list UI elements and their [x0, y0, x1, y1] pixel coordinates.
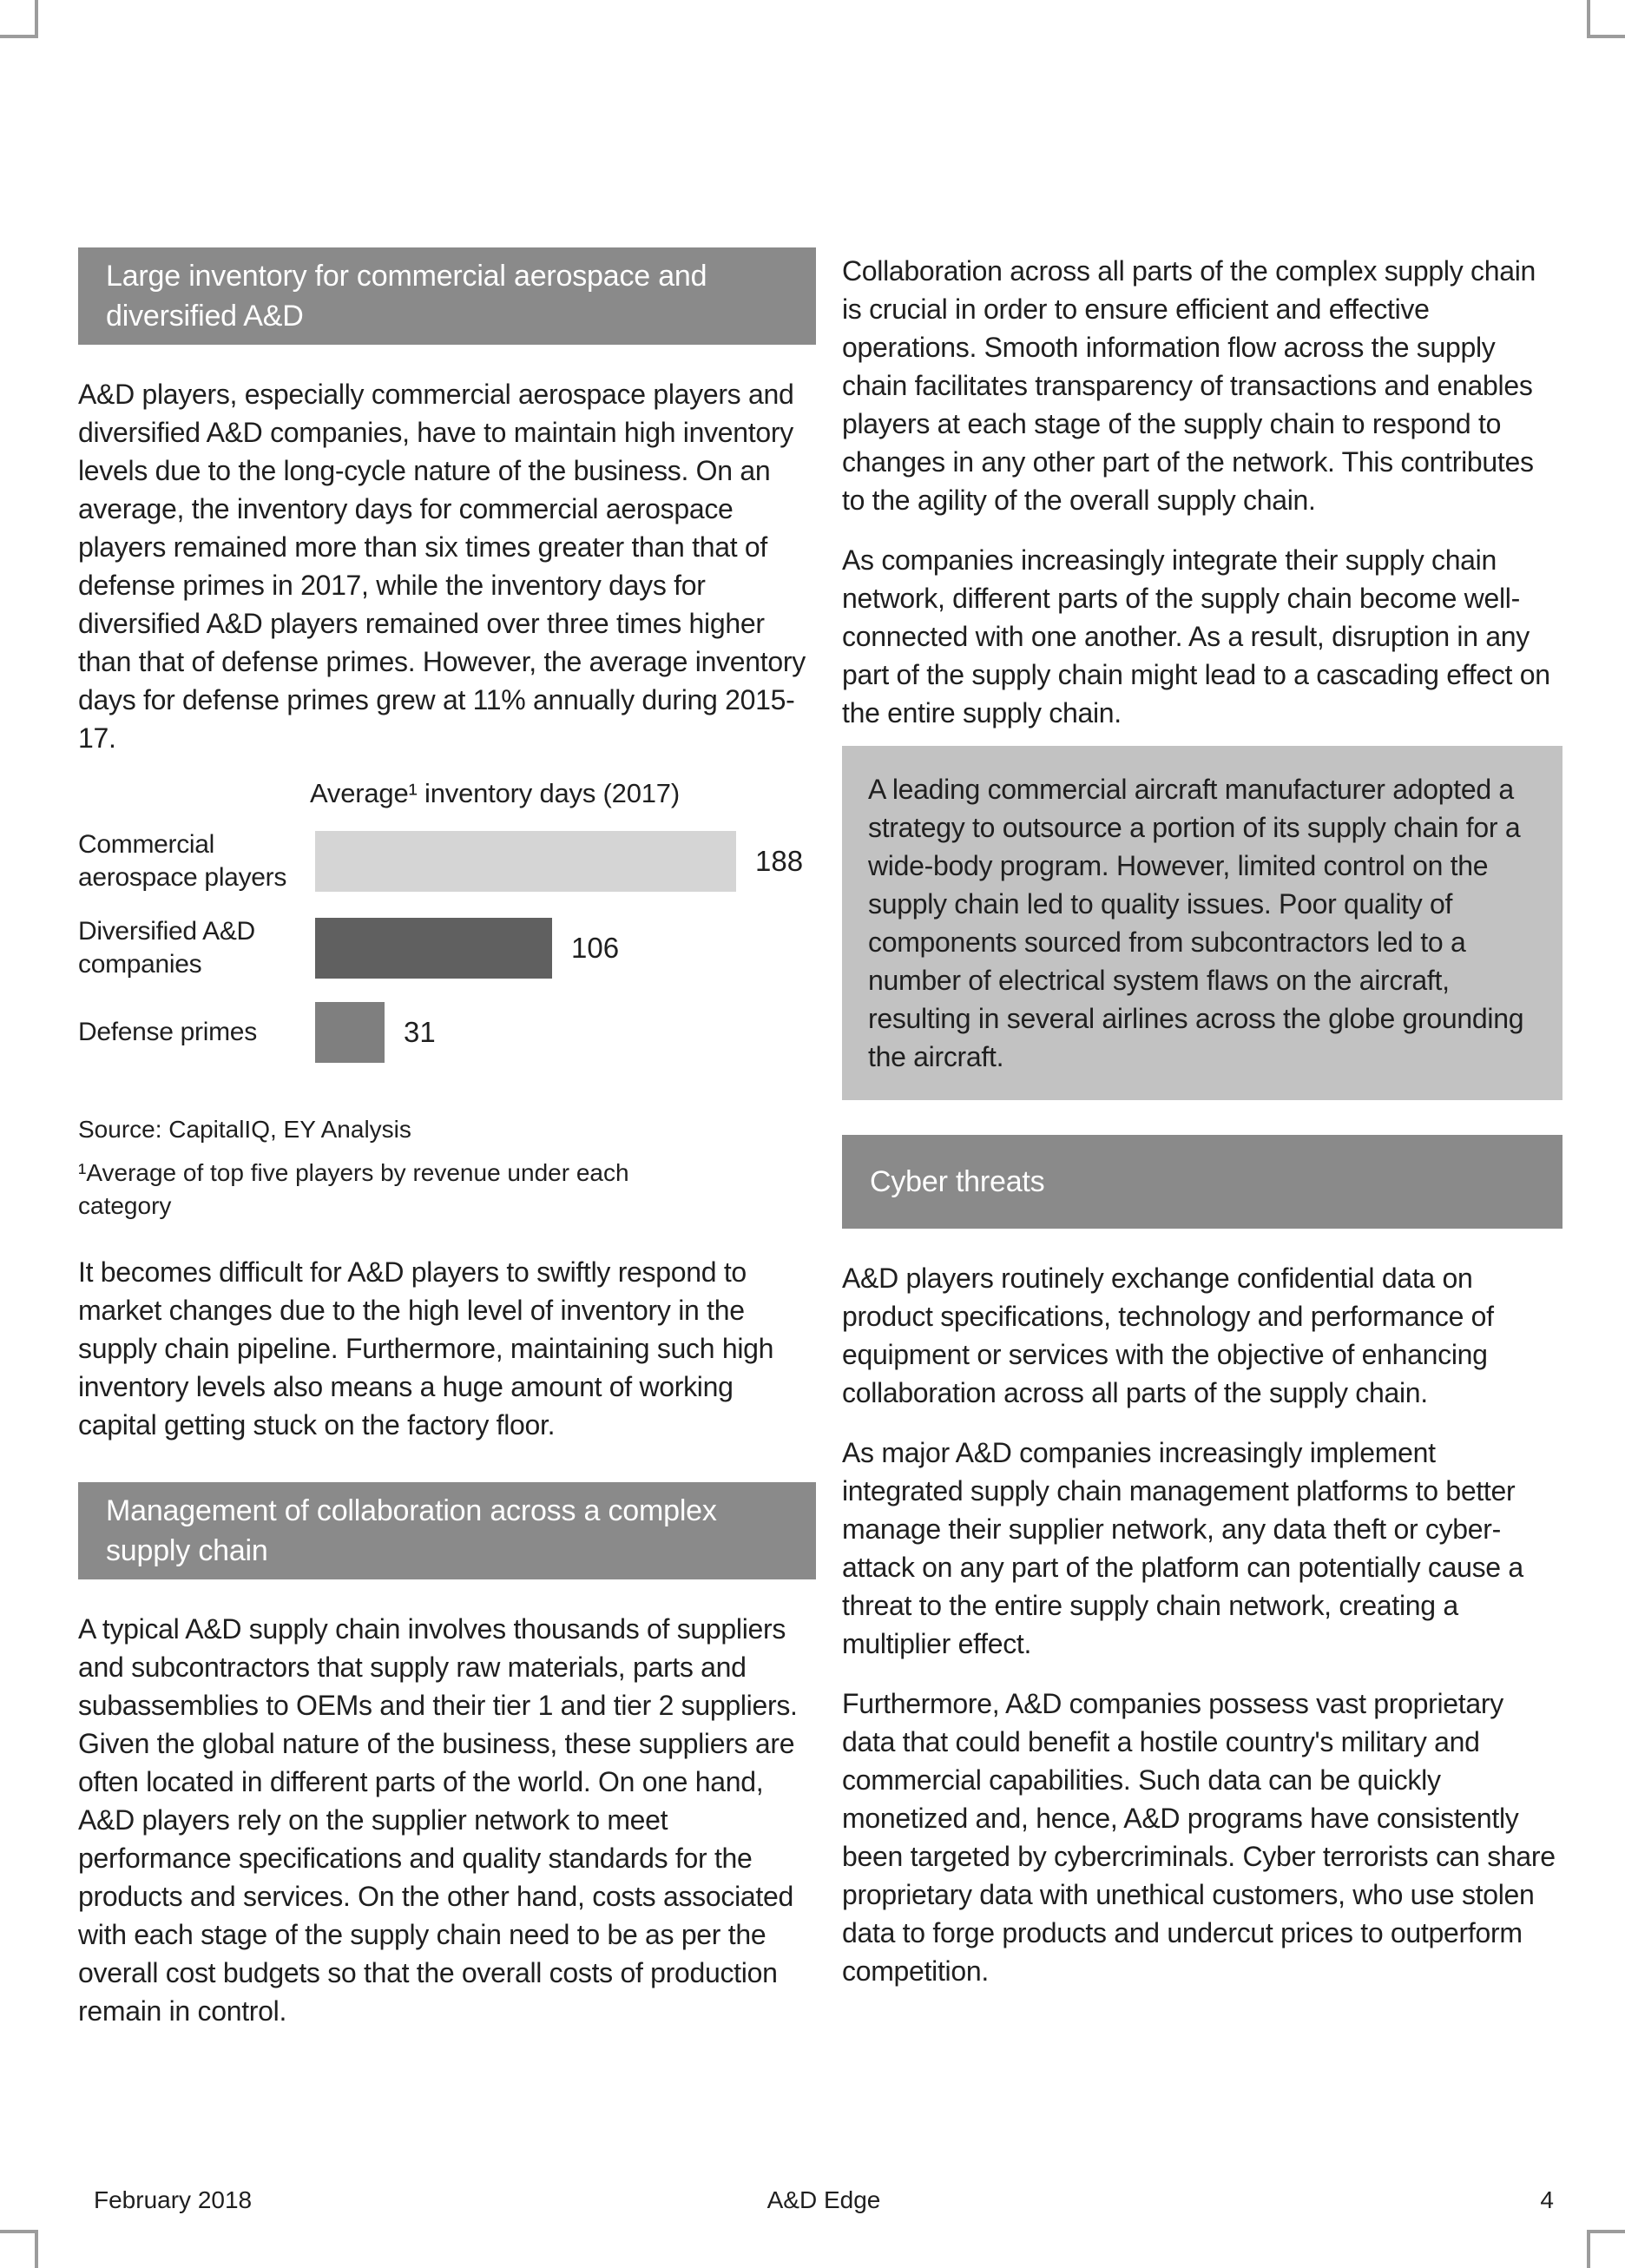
- bar-commercial-aerospace: [315, 831, 736, 892]
- case-study-text: A leading commercial aircraft manufacturer adopted a strategy to outsource a portion of its supply chain for a wide-body program. However, limited control on the supply chain led to quality issues. Poor quality of components sourced from subcontractors led to a number of electrical system flaws on the aircraft, resulting in several airlines across the globe grounding the aircraft.: [868, 774, 1524, 1072]
- chart-row: [78, 1002, 816, 1063]
- chart-title: Average¹ inventory days (2017): [310, 778, 680, 808]
- inventory-days-bar-chart: [78, 778, 816, 1063]
- corner-mark-top-left: [0, 0, 38, 38]
- section-heading-collaboration: [78, 1482, 816, 1579]
- chart-row: [78, 828, 816, 894]
- paragraph-inventory-impact: It becomes difficult for A&D players to swiftly respond to market changes due to the high level of inventory in the supply chain pipeline. Furthermore, maintaining such high inventory levels also means a huge amount of working capital getting stuck on the factory floor.: [78, 1256, 774, 1441]
- corner-mark-top-right: [1587, 0, 1625, 38]
- section-heading-text: Management of collaboration across a complex supply chain: [106, 1494, 717, 1567]
- bar-value-label: 188: [755, 845, 804, 877]
- footer-date: February 2018: [94, 2186, 253, 2213]
- chart-category-label: Diversified A&D companies: [78, 917, 255, 979]
- paragraph-proprietary-data: Furthermore, A&D companies possess vast proprietary data that could benefit a hostile country's military and commercial capabilities. Such data can be quickly monetized and, hence, A&D programs have consistently been targeted by cybercriminals. Cyber terrorists can share proprietary data with unethical customers, who use stolen data to forge products and undercut prices to outperform competition.: [842, 1688, 1556, 1987]
- section-heading-cyber-threats: [842, 1135, 1562, 1229]
- left-column: [78, 247, 816, 2030]
- section-heading-text: Large inventory for commercial aerospace and diversified A&D: [106, 260, 707, 333]
- bar-value-label: 106: [571, 932, 620, 964]
- right-column: [842, 247, 1562, 2030]
- bar-value-label: 31: [404, 1016, 436, 1048]
- paragraph-platform-risk: As major A&D companies increasingly implement integrated supply chain management platforms to better manage their supplier network, any data theft or cyber-attack on any part of the platform can potentially cause a threat to the entire supply chain network, creating a multiplier effect.: [842, 1437, 1523, 1659]
- content-columns: [78, 247, 1562, 2030]
- bar-defense-primes: [315, 1002, 385, 1063]
- section-heading-text: Cyber threats: [870, 1165, 1045, 1198]
- footer-publication-title: A&D Edge: [766, 2186, 881, 2213]
- paragraph-integration: As companies increasingly integrate their supply chain network, different parts of the supply chain become well-connected with one another. As a result, disruption in any part of the supply chain might lead to a cascading effect on the entire supply chain.: [842, 544, 1550, 729]
- chart-footnote: ¹Average of top five players by revenue under each category: [78, 1159, 629, 1219]
- footer-page-number: 4: [1540, 2186, 1554, 2213]
- paragraph-confidential-data: A&D players routinely exchange confidential data on product specifications, technology and performance of equipment or services with the objective of enhancing collaboration across all parts of the supply chain.: [842, 1263, 1494, 1408]
- chart-row: [78, 915, 816, 981]
- corner-mark-bottom-left: [0, 2230, 38, 2268]
- section-heading-large-inventory: [78, 247, 816, 345]
- corner-mark-bottom-right: [1587, 2230, 1625, 2268]
- chart-category-label: Commercial aerospace players: [78, 830, 287, 892]
- chart-category-label: Defense primes: [78, 1018, 257, 1046]
- chart-source: Source: CapitalIQ, EY Analysis: [78, 1116, 411, 1143]
- bar-diversified-ad: [315, 918, 552, 979]
- paragraph-supply-chain-structure: A typical A&D supply chain involves thousands of suppliers and subcontractors that supply raw materials, parts and subassemblies to OEMs and their tier 1 and tier 2 suppliers. Given the global nature of the business, these suppliers are often located in different parts of the world. On one hand, A&D players rely on the supplier network to meet performance specifications and quality standards for the products and services. On the other hand, costs associated with each stage of the supply chain need to be as per the overall cost budgets so that the overall costs of production remain in control.: [78, 1613, 798, 2027]
- paragraph-collaboration: Collaboration across all parts of the complex supply chain is crucial in order to ensure efficient and effective operations. Smooth information flow across the supply chain facilitates transparency of transactions and enables players at each stage of the supply chain to respond to changes in any other part of the network. This contributes to the agility of the overall supply chain.: [842, 255, 1536, 516]
- paragraph-inventory-overview: A&D players, especially commercial aerospace players and diversified A&D companies, have to maintain high inventory levels due to the long-cycle nature of the business. On an average, the inventory days for commercial aerospace players remained more than six times greater than that of defense primes in 2017, while the inventory days for diversified A&D players remained over three times higher than that of defense primes. However, the average inventory days for defense primes grew at 11% annually during 2015-17.: [78, 379, 806, 754]
- case-study-callout: [842, 746, 1562, 1100]
